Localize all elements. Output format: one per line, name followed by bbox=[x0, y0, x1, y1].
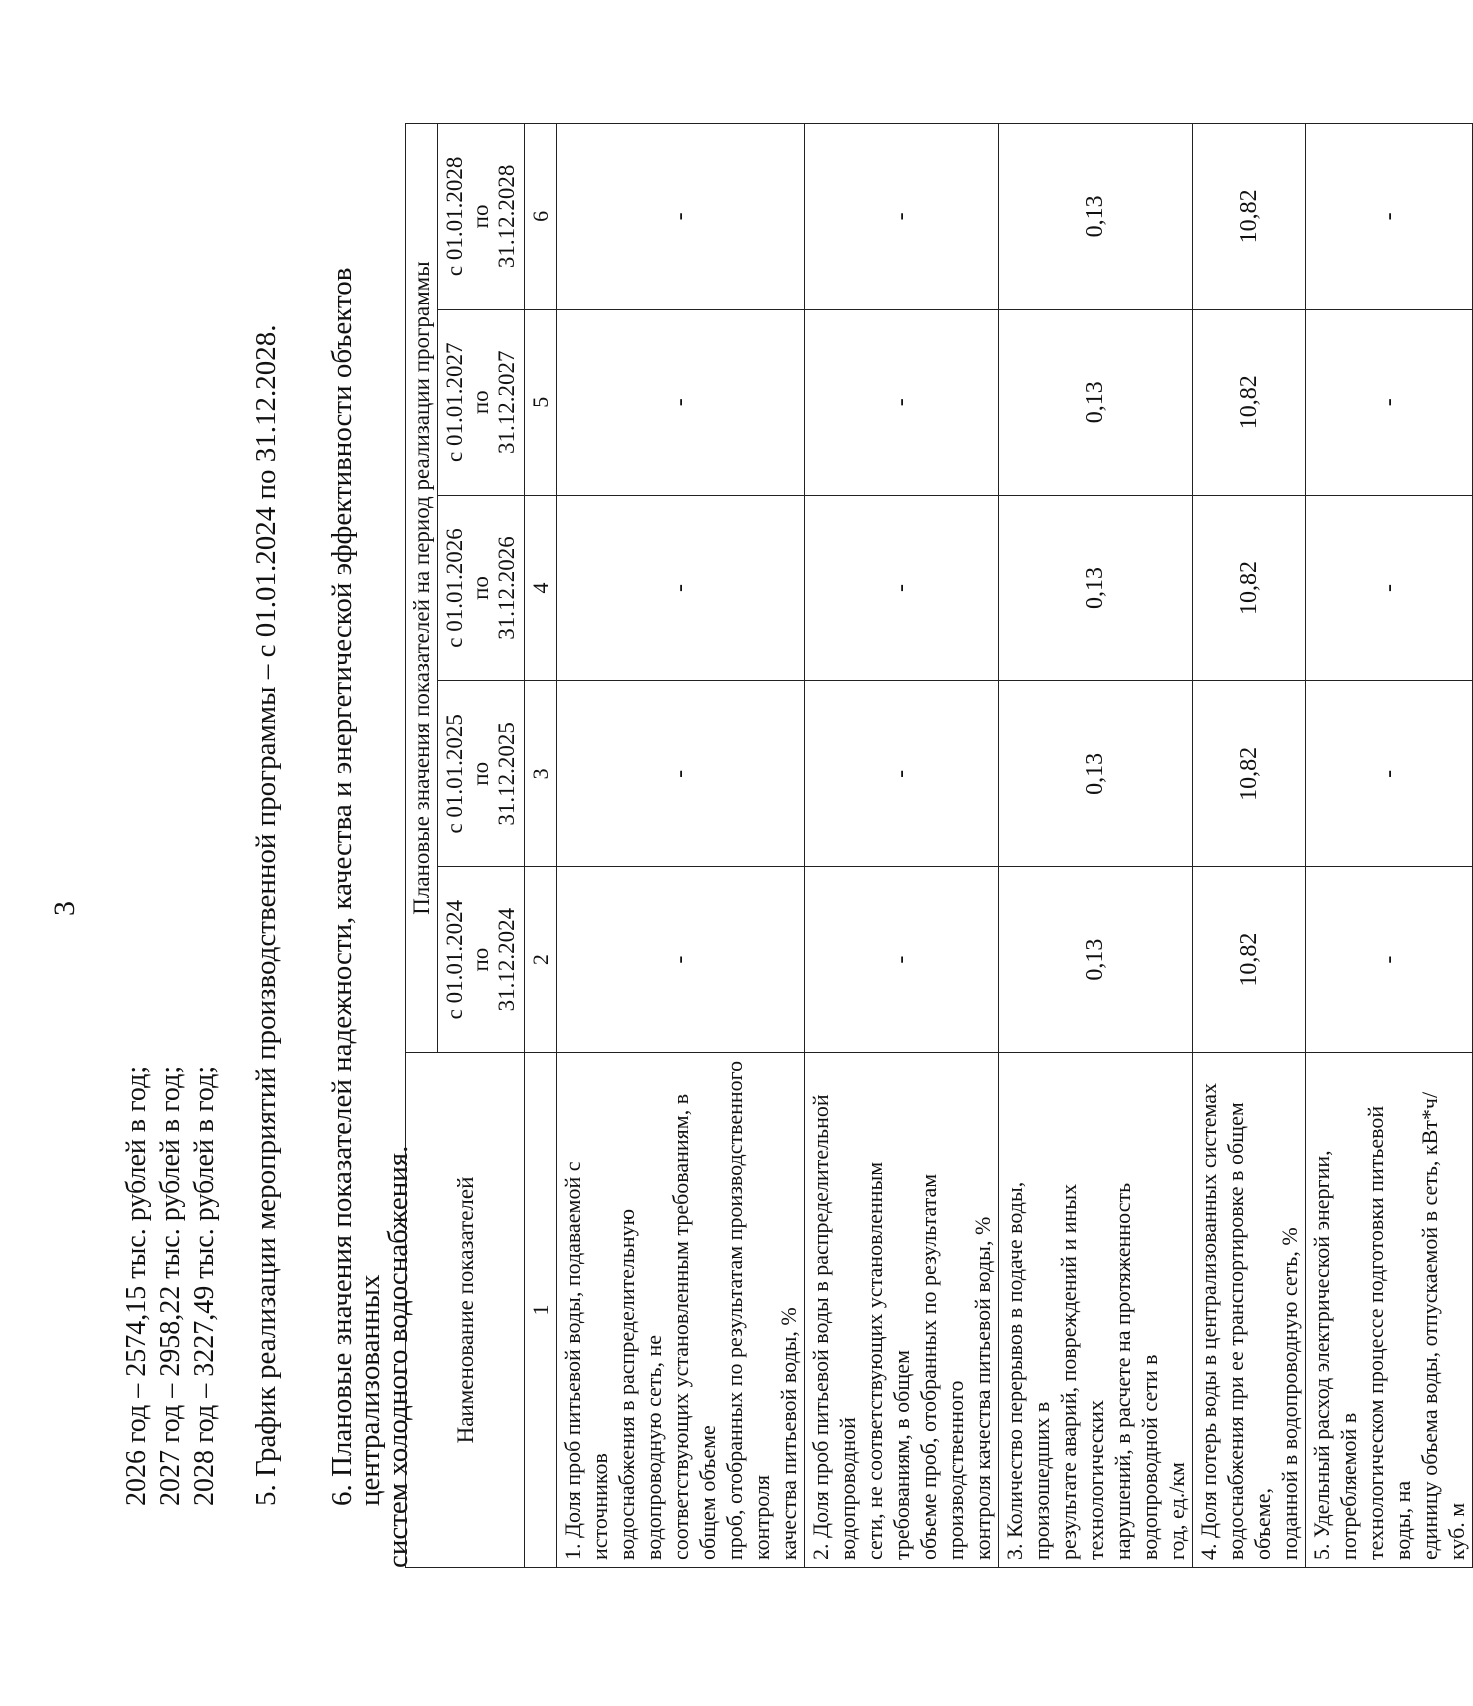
indicator-value: - bbox=[805, 867, 999, 1053]
indicator-value: - bbox=[557, 495, 805, 681]
indicator-value: - bbox=[1306, 681, 1473, 867]
plan-values-header: Плановые значения показателей на период реализации программы bbox=[406, 124, 438, 1053]
indicator-name: 1. Доля проб питьевой воды, подаваемой с источников водоснабжения в распределительную водопроводную сеть, не соответствующих установленным требованиям, в общем объеме проб, отобранных по результатам производственного контроля качества питьевой воды, % bbox=[557, 1053, 805, 1568]
period-header: с 01.01.2025 по 31.12.2025 bbox=[438, 681, 525, 867]
table-row bbox=[1306, 124, 1473, 1568]
column-number: 1 bbox=[525, 1053, 557, 1568]
indicator-name: 3. Количество перерывов в подаче воды, произошедших в результате аварий, повреждений и иных технологических нарушений, в расчете на протяженность водопроводной сети в год, ед./км bbox=[999, 1053, 1193, 1568]
table-row bbox=[805, 124, 999, 1568]
indicator-value: 0,13 bbox=[999, 681, 1193, 867]
section-5-heading: 5. График реализации мероприятий производственной программы – с 01.01.2024 по 31.12.2028. bbox=[250, 324, 282, 1506]
section-6-line-1: 6. Плановые значения показателей надежности, качества и энергетической эффективности объектов централизованных bbox=[326, 267, 386, 1506]
period-header: с 01.01.2027 по 31.12.2027 bbox=[438, 309, 525, 495]
column-number: 3 bbox=[525, 681, 557, 867]
indicator-value: - bbox=[805, 681, 999, 867]
indicator-value: - bbox=[1306, 867, 1473, 1053]
table-row bbox=[1193, 124, 1306, 1568]
page-number: 3 bbox=[48, 901, 81, 916]
column-number: 2 bbox=[525, 867, 557, 1053]
indicator-value: 10,82 bbox=[1193, 867, 1306, 1053]
indicator-name-header: Наименование показателей bbox=[406, 1053, 525, 1568]
indicator-value: 0,13 bbox=[999, 867, 1193, 1053]
period-header: с 01.01.2024 по 31.12.2024 bbox=[438, 867, 525, 1053]
indicator-value: - bbox=[1306, 309, 1473, 495]
column-number-row bbox=[525, 124, 557, 1568]
indicator-value: - bbox=[557, 309, 805, 495]
period-header: с 01.01.2026 по 31.12.2026 bbox=[438, 495, 525, 681]
cost-line-2026: 2026 год – 2574,15 тыс. рублей в год; bbox=[121, 1065, 152, 1506]
table-row bbox=[999, 124, 1193, 1568]
indicator-value: - bbox=[805, 309, 999, 495]
indicator-value: - bbox=[557, 867, 805, 1053]
indicator-value: - bbox=[557, 681, 805, 867]
indicator-value: - bbox=[805, 495, 999, 681]
indicators-table bbox=[405, 123, 1473, 1568]
indicator-value: 10,82 bbox=[1193, 495, 1306, 681]
indicator-name: 5. Удельный расход электрической энергии, потребляемой в технологическом процессе подготовки питьевой воды, на единицу объема воды, отпускаемой в сеть, кВт*ч/куб. м bbox=[1306, 1053, 1473, 1568]
table-header-row bbox=[406, 124, 438, 1568]
cost-list bbox=[120, 1066, 222, 1506]
indicator-name: 2. Доля проб питьевой воды в распределительной водопроводной сети, не соответствующих установленным требованиям, в общем объеме проб, отобранных по результатам производственного контроля качества питьевой воды, % bbox=[805, 1053, 999, 1568]
indicator-value: 0,13 bbox=[999, 495, 1193, 681]
section-6-line-2: систем холодного водоснабжения. bbox=[382, 1145, 414, 1568]
cost-line-2028: 2028 год – 3227,49 тыс. рублей в год; bbox=[189, 1065, 220, 1506]
column-number: 5 bbox=[525, 309, 557, 495]
indicator-value: 10,82 bbox=[1193, 309, 1306, 495]
cost-line-2027: 2027 год – 2958,22 тыс. рублей в год; bbox=[155, 1065, 186, 1506]
indicator-name: 4. Доля потерь воды в централизованных системах водоснабжения при ее транспортировке в общем объеме, поданной в водопроводную сеть, % bbox=[1193, 1053, 1306, 1568]
indicator-value: 0,13 bbox=[999, 309, 1193, 495]
period-header: с 01.01.2028 по 31.12.2028 bbox=[438, 124, 525, 310]
indicator-value: - bbox=[557, 124, 805, 310]
section-6-heading bbox=[326, 166, 414, 1568]
column-number: 4 bbox=[525, 495, 557, 681]
table-row bbox=[557, 124, 805, 1568]
column-number: 6 bbox=[525, 124, 557, 310]
indicator-value: 10,82 bbox=[1193, 681, 1306, 867]
indicator-value: 10,82 bbox=[1193, 124, 1306, 310]
indicator-value: - bbox=[1306, 124, 1473, 310]
indicator-value: 0,13 bbox=[999, 124, 1193, 310]
indicator-value: - bbox=[1306, 495, 1473, 681]
indicator-value: - bbox=[805, 124, 999, 310]
